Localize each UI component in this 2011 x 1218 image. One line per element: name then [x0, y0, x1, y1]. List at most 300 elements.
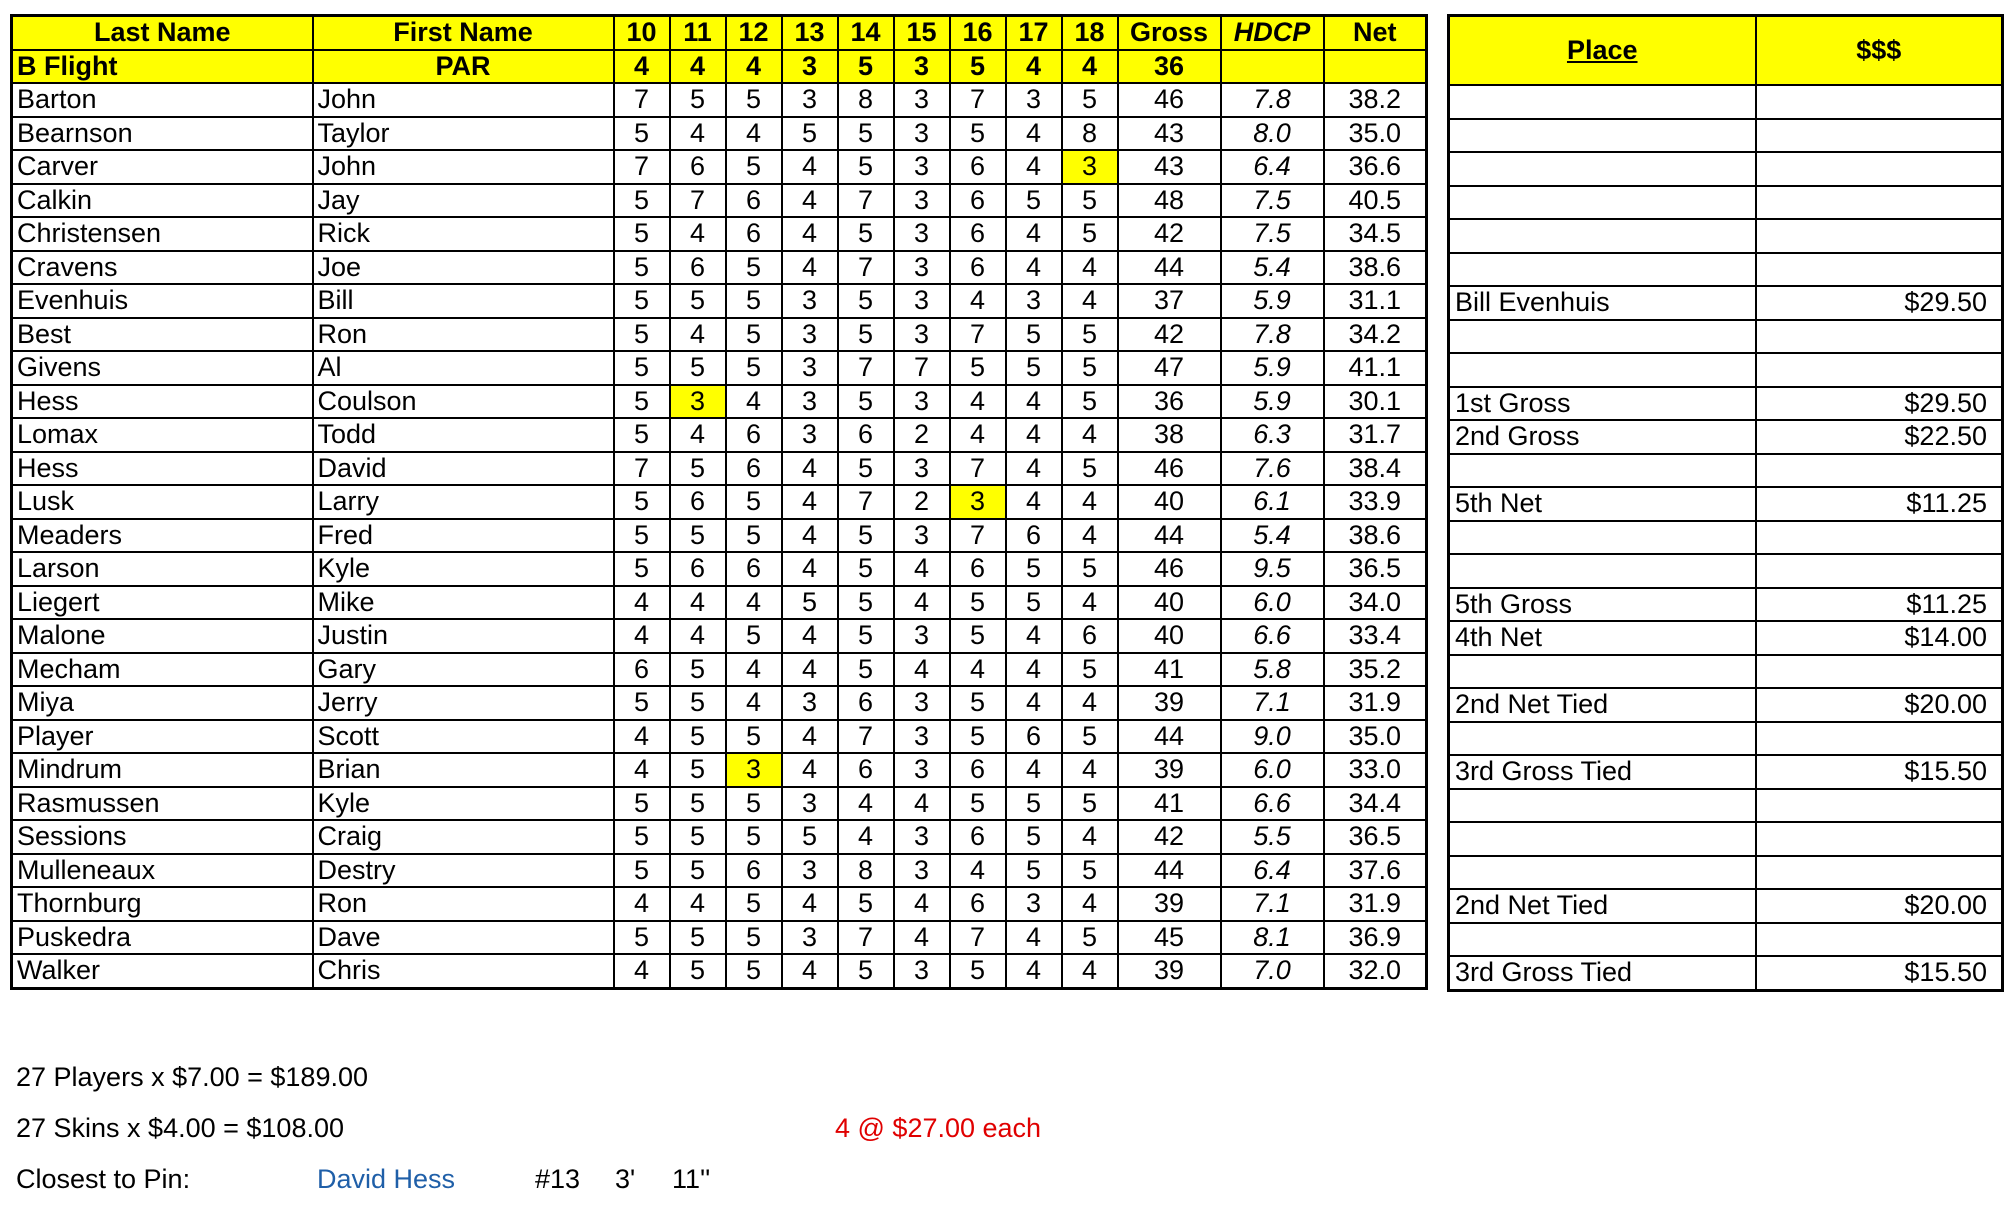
closest-to-pin-name: David Hess [317, 1164, 456, 1194]
gross-cell: 38 [1118, 418, 1221, 452]
hole-13-score: 3 [782, 385, 838, 419]
hole-15-score: 3 [894, 251, 950, 285]
payout-place-cell [1449, 85, 1756, 119]
gross-cell: 44 [1118, 519, 1221, 553]
hole-17-score: 5 [1006, 184, 1062, 218]
hole-12-score: 5 [726, 619, 782, 653]
par-hole-11: 4 [670, 50, 726, 84]
player-row [12, 217, 1427, 251]
payout-amount-cell [1756, 554, 2003, 588]
hole-13-score: 3 [782, 921, 838, 955]
hole-16-score: 5 [950, 720, 1006, 754]
hole-15-score: 3 [894, 686, 950, 720]
hole-18-score: 4 [1062, 586, 1118, 620]
hole-15-score: 3 [894, 83, 950, 117]
hole-17-score: 3 [1006, 83, 1062, 117]
payout-body [1449, 85, 2003, 990]
hole-13-score: 4 [782, 217, 838, 251]
hole-13-score: 5 [782, 820, 838, 854]
first-name-cell: Al [313, 351, 614, 385]
payout-row [1449, 119, 2003, 153]
player-row [12, 150, 1427, 184]
hole-12-score: 5 [726, 921, 782, 955]
payout-row [1449, 85, 2003, 119]
gross-cell: 40 [1118, 586, 1221, 620]
hdcp-cell: 7.1 [1221, 887, 1324, 921]
closest-to-pin-inches: 11'' [672, 1164, 711, 1194]
net-cell: 38.4 [1324, 452, 1427, 486]
hdcp-cell: 7.0 [1221, 954, 1324, 988]
par-row [12, 50, 1427, 84]
hole-17-score: 5 [1006, 552, 1062, 586]
hole-14-score: 5 [838, 552, 894, 586]
gross-cell: 41 [1118, 787, 1221, 821]
hole-18-score: 4 [1062, 887, 1118, 921]
skins-count-line: 4 @ $27.00 each [835, 1113, 1042, 1143]
hole-10-score: 5 [614, 820, 670, 854]
net-cell: 31.9 [1324, 686, 1427, 720]
par-total: 36 [1118, 50, 1221, 84]
hole-16-score: 6 [950, 150, 1006, 184]
net-cell: 35.2 [1324, 653, 1427, 687]
hole-10-score: 4 [614, 954, 670, 988]
net-cell: 41.1 [1324, 351, 1427, 385]
hole-14-score: 7 [838, 921, 894, 955]
gross-cell: 45 [1118, 921, 1221, 955]
payout-row [1449, 755, 2003, 789]
payout-row [1449, 152, 2003, 186]
hole-16-score: 4 [950, 385, 1006, 419]
hole-15-score: 3 [894, 854, 950, 888]
payout-row [1449, 956, 2003, 990]
hole-11-score: 5 [670, 921, 726, 955]
payout-row [1449, 554, 2003, 588]
hole-16-score: 6 [950, 251, 1006, 285]
header-net: Net [1324, 16, 1427, 50]
payout-row [1449, 320, 2003, 354]
payout-table [1447, 14, 2004, 992]
hdcp-cell: 5.4 [1221, 519, 1324, 553]
hole-12-score: 6 [726, 217, 782, 251]
header-hole-18: 18 [1062, 16, 1118, 50]
payout-place-cell [1449, 822, 1756, 856]
gross-cell: 41 [1118, 653, 1221, 687]
hdcp-cell: 8.1 [1221, 921, 1324, 955]
hole-16-score: 6 [950, 820, 1006, 854]
hole-10-score: 7 [614, 83, 670, 117]
payout-amount-cell [1756, 789, 2003, 823]
hole-13-score: 3 [782, 686, 838, 720]
hole-13-score: 3 [782, 318, 838, 352]
hole-18-score: 4 [1062, 418, 1118, 452]
par-hole-17: 4 [1006, 50, 1062, 84]
player-row [12, 519, 1427, 553]
last-name-cell: Cravens [12, 251, 313, 285]
player-row [12, 351, 1427, 385]
header-hole-15: 15 [894, 16, 950, 50]
hole-14-score: 5 [838, 653, 894, 687]
place-header-label: Place [1566, 35, 1638, 65]
hole-13-score: 3 [782, 854, 838, 888]
first-name-cell: Destry [313, 854, 614, 888]
last-name-cell: Rasmussen [12, 787, 313, 821]
payout-row [1449, 655, 2003, 689]
hole-15-score: 3 [894, 753, 950, 787]
amount-header: $$$ [1756, 16, 2003, 86]
par-label: PAR [313, 50, 614, 84]
hole-11-score: 5 [670, 653, 726, 687]
hole-16-score: 7 [950, 318, 1006, 352]
hole-10-score: 5 [614, 351, 670, 385]
payout-row [1449, 521, 2003, 555]
payout-place-cell [1449, 152, 1756, 186]
gross-cell: 46 [1118, 452, 1221, 486]
first-name-cell: John [313, 150, 614, 184]
hole-18-score: 4 [1062, 686, 1118, 720]
hole-10-score: 5 [614, 418, 670, 452]
last-name-cell: Hess [12, 452, 313, 486]
hole-12-score: 4 [726, 653, 782, 687]
gross-cell: 37 [1118, 284, 1221, 318]
hole-16-score: 7 [950, 519, 1006, 553]
hole-10-score: 5 [614, 117, 670, 151]
last-name-cell: Calkin [12, 184, 313, 218]
hole-16-score: 4 [950, 653, 1006, 687]
header-hole-16: 16 [950, 16, 1006, 50]
hole-15-score: 2 [894, 418, 950, 452]
last-name-cell: Hess [12, 385, 313, 419]
payout-row [1449, 621, 2003, 655]
net-cell: 31.7 [1324, 418, 1427, 452]
hole-15-score: 3 [894, 720, 950, 754]
hdcp-cell: 6.6 [1221, 787, 1324, 821]
hole-11-score: 5 [670, 787, 726, 821]
player-row [12, 418, 1427, 452]
player-row [12, 284, 1427, 318]
hole-12-score: 4 [726, 586, 782, 620]
hole-15-score: 4 [894, 586, 950, 620]
hole-15-score: 3 [894, 184, 950, 218]
payout-amount-cell: $22.50 [1756, 420, 2003, 454]
hole-10-score: 5 [614, 787, 670, 821]
hole-13-score: 4 [782, 452, 838, 486]
hole-11-score: 7 [670, 184, 726, 218]
hole-18-score: 4 [1062, 820, 1118, 854]
hole-13-score: 5 [782, 117, 838, 151]
payout-place-cell: 2nd Net Tied [1449, 688, 1756, 722]
hole-15-score: 3 [894, 284, 950, 318]
last-name-cell: Carver [12, 150, 313, 184]
hole-10-score: 4 [614, 619, 670, 653]
hole-12-score: 4 [726, 385, 782, 419]
hole-11-score: 5 [670, 351, 726, 385]
header-hole-13: 13 [782, 16, 838, 50]
hole-16-score: 6 [950, 887, 1006, 921]
hole-10-score: 4 [614, 720, 670, 754]
hole-11-score: 5 [670, 954, 726, 988]
hole-14-score: 5 [838, 117, 894, 151]
first-name-cell: Ron [313, 318, 614, 352]
hole-14-score: 5 [838, 150, 894, 184]
hole-14-score: 5 [838, 318, 894, 352]
hdcp-cell: 5.8 [1221, 653, 1324, 687]
payout-row [1449, 186, 2003, 220]
par-hole-15: 3 [894, 50, 950, 84]
hole-17-score: 4 [1006, 150, 1062, 184]
hole-12-score: 5 [726, 83, 782, 117]
hole-17-score: 3 [1006, 887, 1062, 921]
hole-13-score: 4 [782, 887, 838, 921]
hole-11-score: 5 [670, 820, 726, 854]
hole-12-score: 5 [726, 720, 782, 754]
hole-10-score: 5 [614, 686, 670, 720]
payout-amount-cell [1756, 119, 2003, 153]
hole-12-score: 6 [726, 452, 782, 486]
hole-16-score: 5 [950, 686, 1006, 720]
hole-13-score: 4 [782, 150, 838, 184]
hole-14-score: 7 [838, 351, 894, 385]
hole-16-score: 3 [950, 485, 1006, 519]
net-cell: 34.2 [1324, 318, 1427, 352]
hole-12-score: 6 [726, 552, 782, 586]
hole-16-score: 7 [950, 921, 1006, 955]
hdcp-cell: 7.5 [1221, 184, 1324, 218]
flight-label: B Flight [12, 50, 313, 84]
net-cell: 31.1 [1324, 284, 1427, 318]
hole-16-score: 5 [950, 586, 1006, 620]
player-row [12, 452, 1427, 486]
hole-17-score: 6 [1006, 519, 1062, 553]
net-cell: 34.0 [1324, 586, 1427, 620]
header-hdcp: HDCP [1221, 16, 1324, 50]
hole-15-score: 3 [894, 117, 950, 151]
hole-15-score: 3 [894, 954, 950, 988]
net-cell: 34.4 [1324, 787, 1427, 821]
payout-place-cell: Bill Evenhuis [1449, 286, 1756, 320]
last-name-cell: Player [12, 720, 313, 754]
gross-cell: 47 [1118, 351, 1221, 385]
par-net-blank [1324, 50, 1427, 84]
player-row [12, 385, 1427, 419]
hole-12-score: 5 [726, 820, 782, 854]
player-row [12, 787, 1427, 821]
hole-17-score: 5 [1006, 787, 1062, 821]
gross-cell: 48 [1118, 184, 1221, 218]
hdcp-cell: 7.5 [1221, 217, 1324, 251]
hole-16-score: 5 [950, 117, 1006, 151]
hole-14-score: 7 [838, 485, 894, 519]
hole-13-score: 3 [782, 787, 838, 821]
hole-10-score: 5 [614, 217, 670, 251]
payout-amount-cell [1756, 219, 2003, 253]
hole-11-score: 6 [670, 552, 726, 586]
first-name-cell: Justin [313, 619, 614, 653]
player-row [12, 753, 1427, 787]
payout-place-cell [1449, 454, 1756, 488]
hole-17-score: 4 [1006, 117, 1062, 151]
first-name-cell: Joe [313, 251, 614, 285]
par-hole-14: 5 [838, 50, 894, 84]
payout-place-cell [1449, 554, 1756, 588]
hole-13-score: 4 [782, 753, 838, 787]
player-row [12, 720, 1427, 754]
gross-cell: 39 [1118, 954, 1221, 988]
last-name-cell: Meaders [12, 519, 313, 553]
payout-place-cell: 3rd Gross Tied [1449, 956, 1756, 990]
hole-10-score: 4 [614, 586, 670, 620]
hole-16-score: 6 [950, 552, 1006, 586]
hole-10-score: 4 [614, 887, 670, 921]
payout-place-cell [1449, 119, 1756, 153]
payout-place-cell: 3rd Gross Tied [1449, 755, 1756, 789]
hdcp-cell: 6.4 [1221, 150, 1324, 184]
hole-14-score: 7 [838, 251, 894, 285]
hole-15-score: 3 [894, 217, 950, 251]
first-name-cell: Bill [313, 284, 614, 318]
player-row [12, 954, 1427, 988]
net-cell: 36.5 [1324, 552, 1427, 586]
payout-amount-cell: $15.50 [1756, 956, 2003, 990]
hole-18-score: 5 [1062, 83, 1118, 117]
hole-14-score: 7 [838, 720, 894, 754]
payout-place-cell: 4th Net [1449, 621, 1756, 655]
hole-15-score: 3 [894, 150, 950, 184]
hole-14-score: 5 [838, 385, 894, 419]
hole-11-score: 4 [670, 418, 726, 452]
player-row [12, 485, 1427, 519]
first-name-cell: Brian [313, 753, 614, 787]
player-row [12, 117, 1427, 151]
closest-to-pin-hole: #13 [535, 1164, 581, 1194]
net-cell: 33.4 [1324, 619, 1427, 653]
hole-11-score: 5 [670, 452, 726, 486]
last-name-cell: Barton [12, 83, 313, 117]
payout-amount-cell [1756, 152, 2003, 186]
player-row [12, 251, 1427, 285]
score-table [10, 14, 1428, 990]
hole-17-score: 6 [1006, 720, 1062, 754]
hole-15-score: 3 [894, 619, 950, 653]
first-name-cell: Chris [313, 954, 614, 988]
hole-17-score: 4 [1006, 686, 1062, 720]
hole-13-score: 4 [782, 619, 838, 653]
hdcp-cell: 7.1 [1221, 686, 1324, 720]
hole-12-score: 4 [726, 686, 782, 720]
payout-amount-cell: $20.00 [1756, 688, 2003, 722]
net-cell: 30.1 [1324, 385, 1427, 419]
hole-17-score: 4 [1006, 921, 1062, 955]
hole-12-score: 5 [726, 787, 782, 821]
payout-amount-cell [1756, 85, 2003, 119]
hole-18-score: 8 [1062, 117, 1118, 151]
gross-cell: 42 [1118, 318, 1221, 352]
first-name-cell: Larry [313, 485, 614, 519]
player-row [12, 552, 1427, 586]
hdcp-cell: 5.4 [1221, 251, 1324, 285]
last-name-cell: Best [12, 318, 313, 352]
hole-17-score: 4 [1006, 753, 1062, 787]
last-name-cell: Mecham [12, 653, 313, 687]
first-name-cell: Rick [313, 217, 614, 251]
payout-amount-cell [1756, 186, 2003, 220]
net-cell: 38.6 [1324, 519, 1427, 553]
first-name-cell: Todd [313, 418, 614, 452]
hole-15-score: 7 [894, 351, 950, 385]
hole-14-score: 4 [838, 787, 894, 821]
player-row [12, 586, 1427, 620]
hole-17-score: 4 [1006, 385, 1062, 419]
last-name-cell: Miya [12, 686, 313, 720]
last-name-cell: Mindrum [12, 753, 313, 787]
last-name-cell: Sessions [12, 820, 313, 854]
hole-11-score: 5 [670, 720, 726, 754]
gross-cell: 39 [1118, 686, 1221, 720]
hole-18-score: 5 [1062, 854, 1118, 888]
hole-10-score: 5 [614, 485, 670, 519]
hole-15-score: 3 [894, 519, 950, 553]
payout-place-cell [1449, 655, 1756, 689]
hole-11-score: 5 [670, 854, 726, 888]
hole-12-score: 5 [726, 150, 782, 184]
hdcp-cell: 6.1 [1221, 485, 1324, 519]
hole-18-score: 5 [1062, 184, 1118, 218]
hole-11-score: 6 [670, 485, 726, 519]
hole-11-score: 5 [670, 83, 726, 117]
hole-13-score: 4 [782, 954, 838, 988]
payout-amount-cell: $29.50 [1756, 286, 2003, 320]
hole-11-score: 4 [670, 619, 726, 653]
last-name-cell: Liegert [12, 586, 313, 620]
first-name-cell: Fred [313, 519, 614, 553]
header-hole-12: 12 [726, 16, 782, 50]
last-name-cell: Thornburg [12, 887, 313, 921]
hole-15-score: 4 [894, 921, 950, 955]
hole-16-score: 7 [950, 452, 1006, 486]
hole-16-score: 5 [950, 351, 1006, 385]
hole-13-score: 5 [782, 586, 838, 620]
net-cell: 38.2 [1324, 83, 1427, 117]
hole-18-score: 5 [1062, 318, 1118, 352]
player-row [12, 686, 1427, 720]
gross-cell: 40 [1118, 485, 1221, 519]
player-row [12, 83, 1427, 117]
net-cell: 31.9 [1324, 887, 1427, 921]
payout-amount-cell: $11.25 [1756, 487, 2003, 521]
hole-17-score: 5 [1006, 318, 1062, 352]
hole-10-score: 5 [614, 921, 670, 955]
hdcp-cell: 7.8 [1221, 83, 1324, 117]
payout-amount-cell [1756, 521, 2003, 555]
hole-17-score: 3 [1006, 284, 1062, 318]
hdcp-cell: 7.8 [1221, 318, 1324, 352]
net-cell: 33.0 [1324, 753, 1427, 787]
hole-10-score: 5 [614, 552, 670, 586]
hole-16-score: 5 [950, 954, 1006, 988]
first-name-cell: Ron [313, 887, 614, 921]
last-name-cell: Larson [12, 552, 313, 586]
hole-15-score: 4 [894, 887, 950, 921]
hole-10-score: 7 [614, 150, 670, 184]
hole-16-score: 7 [950, 83, 1006, 117]
payout-place-cell: 5th Gross [1449, 588, 1756, 622]
payout-amount-cell: $20.00 [1756, 889, 2003, 923]
last-name-cell: Lomax [12, 418, 313, 452]
hole-17-score: 4 [1006, 452, 1062, 486]
hole-10-score: 6 [614, 653, 670, 687]
hole-12-score: 6 [726, 184, 782, 218]
hole-17-score: 4 [1006, 251, 1062, 285]
payout-row [1449, 889, 2003, 923]
